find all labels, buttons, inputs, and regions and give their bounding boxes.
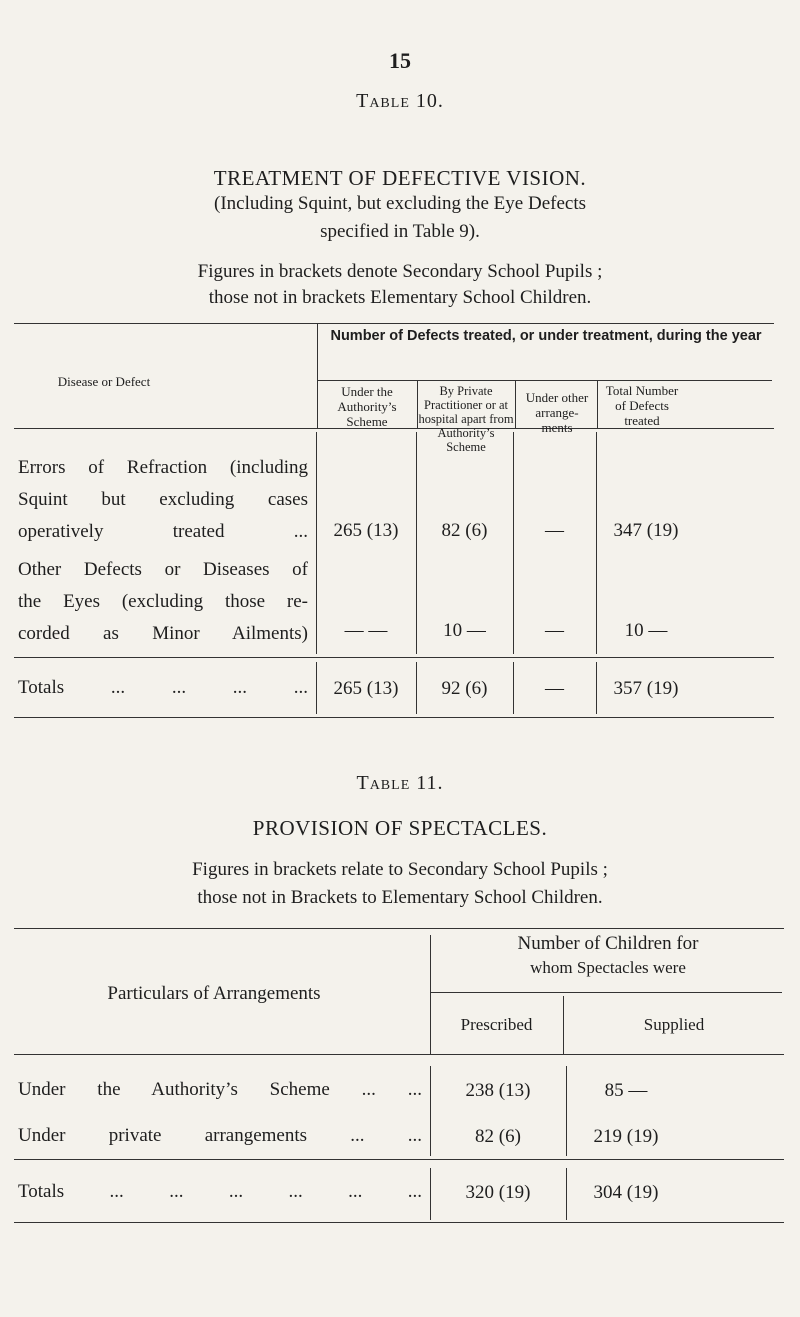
table10-col-divider (597, 380, 598, 428)
row-label: Under the Authority’s Scheme ... ... (18, 1079, 422, 1100)
table11-col-particulars: Particulars of Arrangements (107, 983, 321, 1004)
cell-total: 347 (19) (613, 520, 679, 541)
cell-private: 82 (6) (441, 520, 488, 541)
table11-col-supplied: Supplied (643, 1015, 705, 1034)
table10-body-rule (14, 657, 774, 658)
cell-authority: 265 (13) (333, 520, 399, 541)
row-label-line: Other Defects or Diseases of (18, 559, 308, 580)
cell-other: — (545, 620, 564, 641)
cell-other: — (545, 520, 564, 541)
cell-private: 92 (6) (441, 678, 488, 699)
table11-header-rule (14, 1054, 784, 1055)
row-label-line: the Eyes (excluding those re- (18, 591, 308, 612)
cell-other: — (545, 678, 564, 699)
cell-authority: — — (344, 620, 388, 641)
table11-col-prescribed: Prescribed (460, 1015, 533, 1034)
row-label (18, 554, 308, 650)
table10-subtitle-2: specified in Table 9). (320, 221, 480, 242)
table10-col-divider (515, 380, 516, 428)
table10-col-divider (317, 323, 318, 428)
table10-col-private: By Private Practitioner or at hospital apart from Authority’s Scheme (418, 384, 514, 454)
row-label: Under private arrangements ... ... (18, 1125, 422, 1146)
cell-supplied: 304 (19) (593, 1182, 659, 1203)
table11-note-1: Figures in brackets relate to Secondary School Pupils ; (192, 859, 608, 880)
table11-header-group (436, 932, 780, 980)
totals-label: Totals ... ... ... ... (18, 677, 308, 698)
cell-authority: 265 (13) (333, 678, 399, 699)
cell-supplied: 85 — (604, 1080, 648, 1101)
table10-note-1: Figures in brackets denote Secondary School Pupils ; (197, 261, 603, 282)
table10-subtitle-1: (Including Squint, but excluding the Eye Defects (214, 193, 586, 214)
table10-label: Table 10. (356, 90, 444, 112)
header-group-line: Number of Children for (517, 933, 699, 954)
header-group-line: whom Spectacles were (530, 958, 686, 977)
table10-col-other: Under other arrange- ments (525, 390, 589, 435)
table10-col-total: Total Number of Defects treated (605, 383, 679, 428)
page-number: 15 (389, 48, 411, 73)
table11-top-rule (14, 928, 784, 929)
table11-group-rule (430, 992, 782, 993)
cell-prescribed: 320 (19) (465, 1182, 531, 1203)
cell-private: 10 — (443, 620, 486, 641)
totals-label: Totals ... ... ... ... ... ... (18, 1181, 422, 1202)
cell-total: 10 — (624, 620, 668, 641)
table11-body-rule (14, 1159, 784, 1160)
row-label-line: operatively treated ... (18, 521, 308, 542)
table10-col-disease: Disease or Defect (57, 374, 151, 389)
cell-total: 357 (19) (613, 678, 679, 699)
table11-note-2: those not in Brackets to Elementary School Children. (197, 887, 603, 908)
table10-title: TREATMENT OF DEFECTIVE VISION. (213, 166, 587, 190)
table10-group-rule (317, 380, 772, 381)
cell-supplied: 219 (19) (593, 1126, 659, 1147)
table10-top-rule (14, 323, 774, 324)
row-label-line: Errors of Refraction (including (18, 457, 308, 478)
table11-label: Table 11. (356, 772, 444, 794)
table11-bottom-rule (14, 1222, 784, 1223)
table10-note-2: those not in brackets Elementary School Children. (208, 287, 592, 308)
table10-bottom-rule (14, 717, 774, 718)
row-label-line: Squint but excluding cases (18, 489, 308, 510)
table11-col-divider (430, 935, 431, 1054)
row-label-line: corded as Minor Ailments) (18, 623, 308, 644)
table11-title: PROVISION OF SPECTACLES. (252, 816, 548, 840)
row-label (18, 452, 308, 548)
table10-header-group: Number of Defects treated, or under treatment, during the year (330, 328, 762, 344)
table10-col-authority: Under the Authority’s Scheme (337, 384, 397, 429)
cell-prescribed: 82 (6) (475, 1126, 521, 1147)
cell-prescribed: 238 (13) (465, 1080, 531, 1101)
